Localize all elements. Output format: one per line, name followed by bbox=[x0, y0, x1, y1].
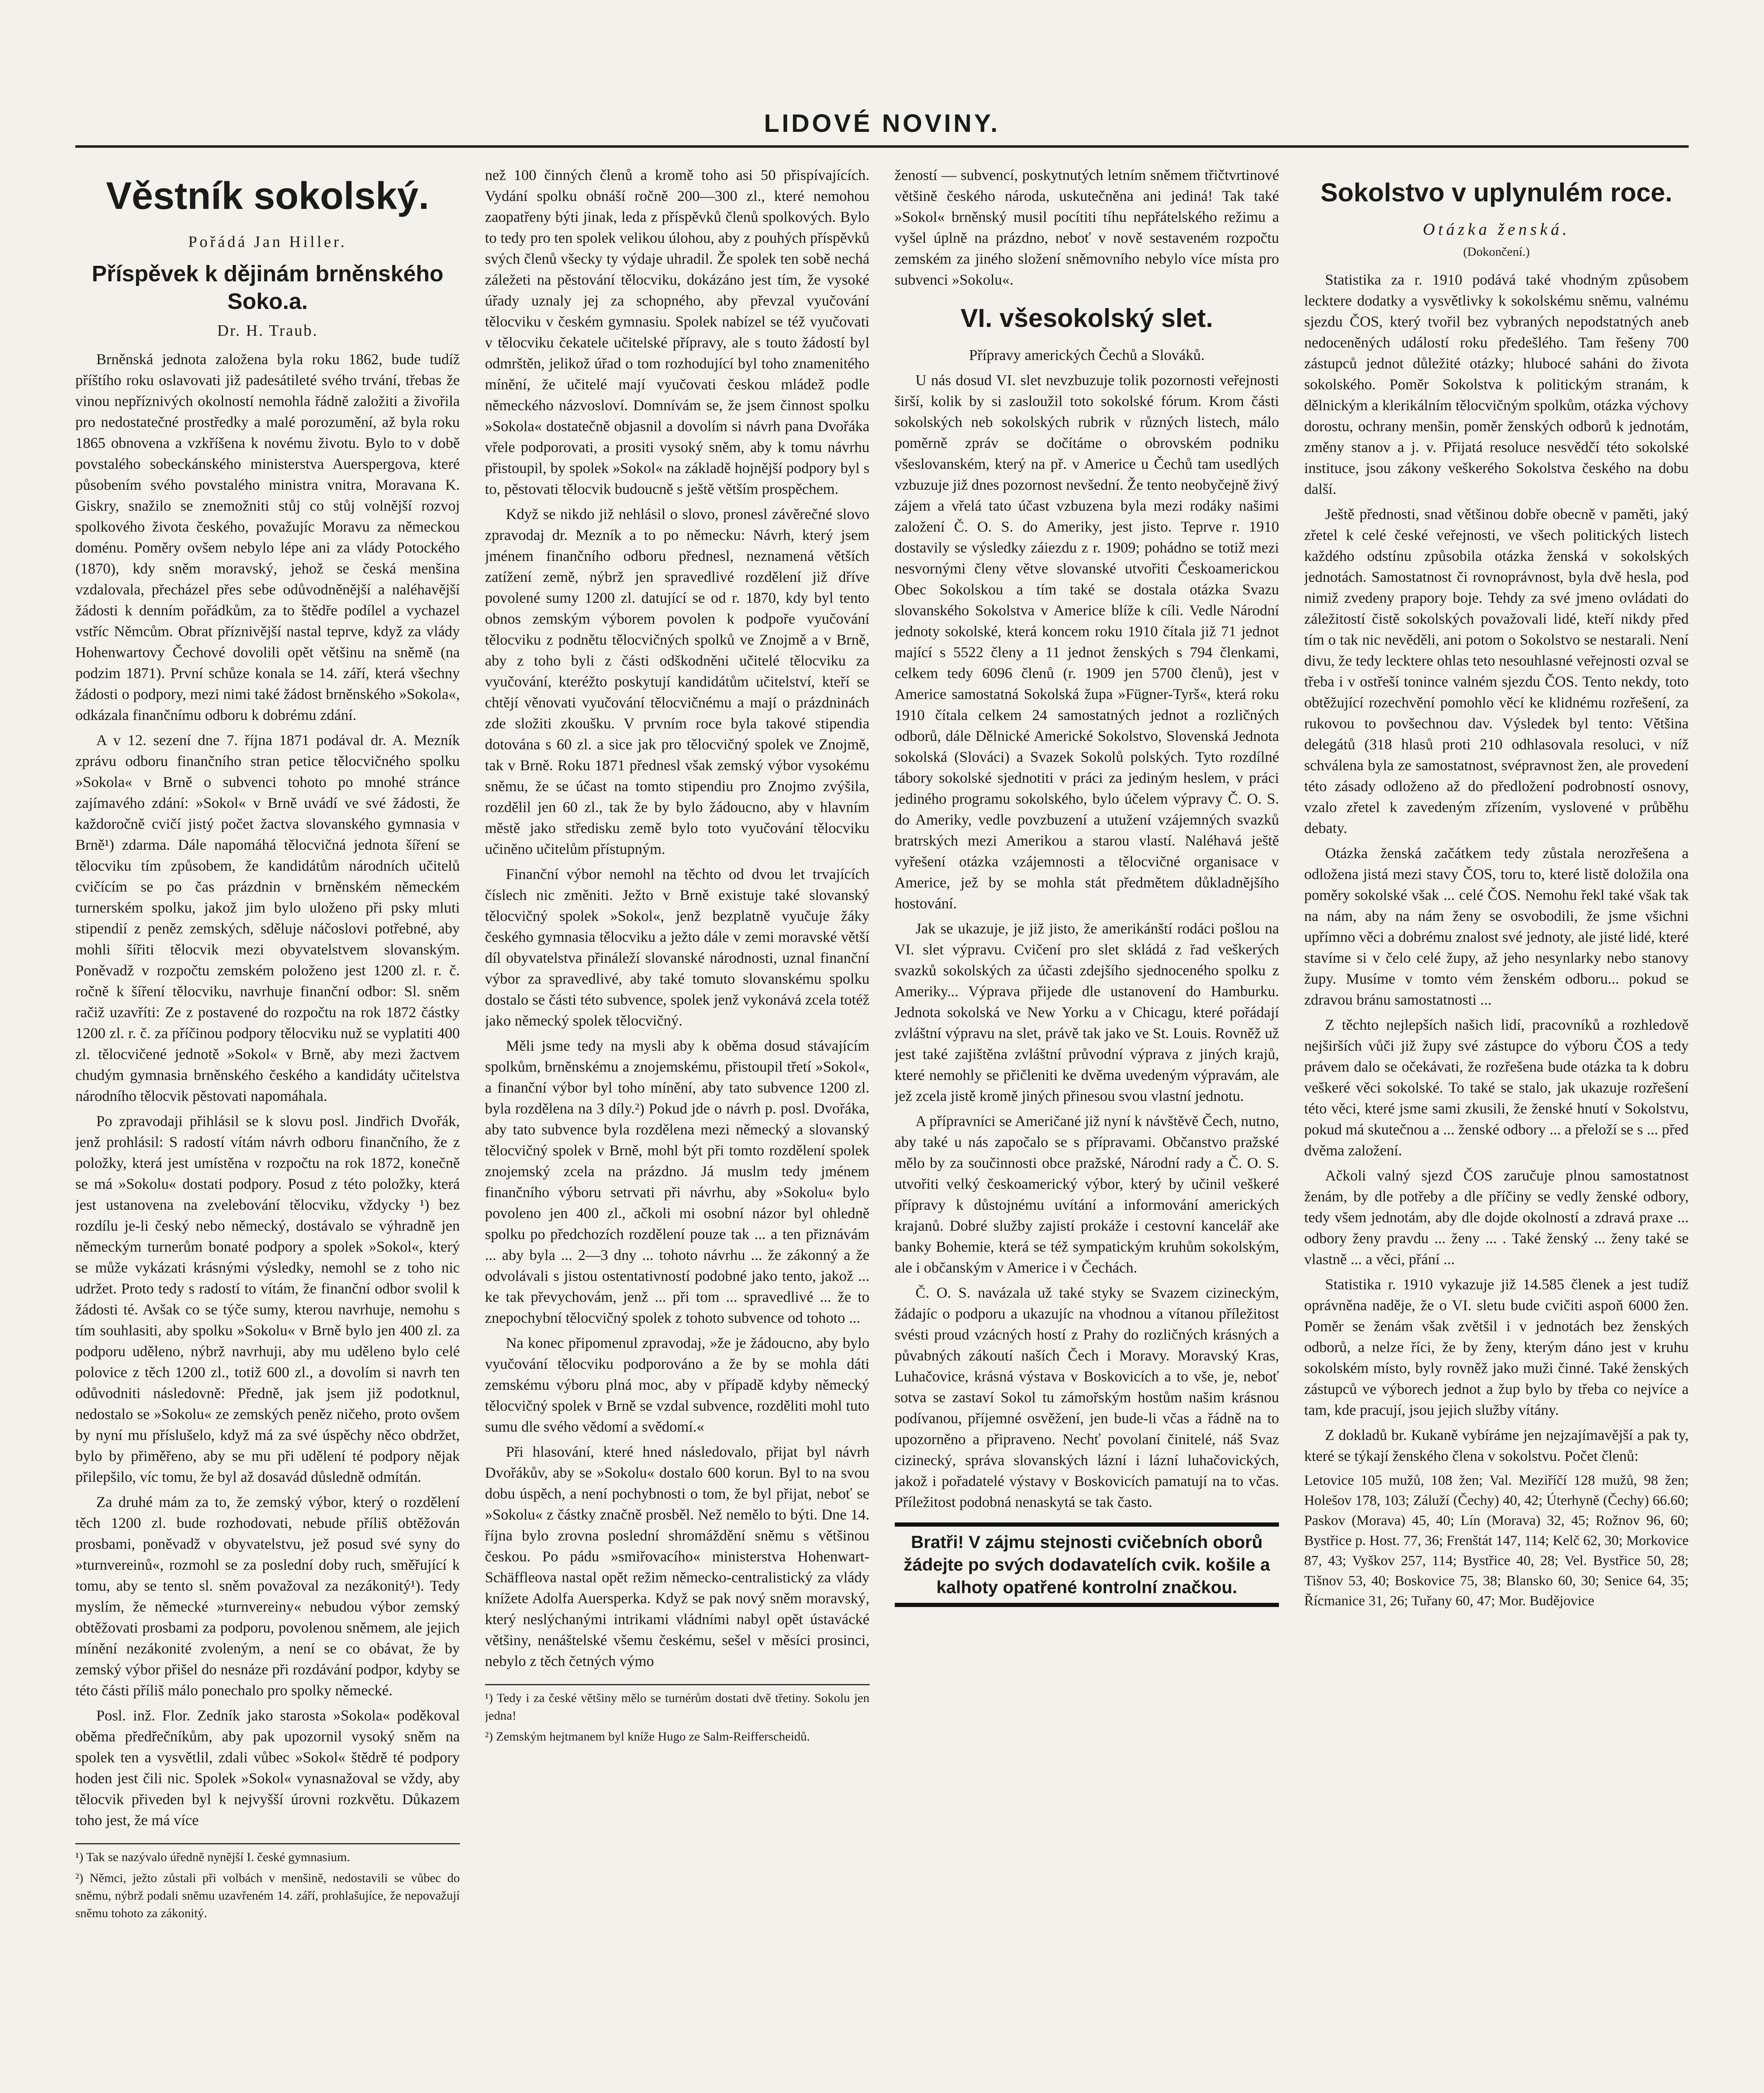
paragraph: žeností — subvencí, poskytnutých letním sněmem třičtvrtinové většině českého národa, uskutečněna ani jediná! Tak také »Sokol« brněnský musil pocítiti tíhu nepřátelského režimu a vyšel úplně na prázdno, neboť v nově sestaveném rozpočtu zemském za jiného složení sněmovního nebylo více místa pro subvenci »Sokolu«. bbox=[894, 167, 1279, 288]
footnote: ¹) Tak se nazývalo úředně nynější I. české gymnasium. bbox=[75, 1850, 350, 1864]
section-title-slet: VI. všesokolský slet. bbox=[960, 304, 1213, 333]
paragraph: A v 12. sezení dne 7. října 1871 podával dr. A. Mezník zprávu odboru finančního stran petice tělocvičného spolku »Sokola« v Brně o subvenci tohoto po mnohé stránce zajímavého zdání: »Sokol« v Brně uvádí ve své žádosti, že každoročně cvičí jistý počet žactva slovanského gymnasia v Brně¹) zdarma. Dále napomáhá tělocvičná jednota šíření se tělocviku tím způsobem, že kandidátům národních učitelů cvičícím se po čas prázdnin v brněnském německém turnerském spolku, jakož jim bylo uloženo při psky mluti stipendií z peněz zemských, sděluje náčoslovi potřebné, aby mohli šířiti tělocvik mezi obyvatelstvem slovanským. Poněvadž v rozpočtu zemském položeno jest 1200 zl. r. č. ročně k šíření tělocviku, navrhuje finanční odbor: Sl. sněm račiž uzavříti: Ze z postavené do rozpočtu na rok 1872 částky 1200 zl. r. č. za příčinou podpory tělocviku nuž se vyplatiti 400 zl. tělocvičené jednotě »Sokol« v Brně, aby mezi žactvem chudým gymnasia brněnského českého a kandidáty učitelstva národního tělocvik pěstovati napomáhala. bbox=[75, 732, 460, 1104]
paragraph: Když se nikdo již nehlásil o slovo, pronesl závěrečné slovo zpravodaj dr. Mezník a to po německu: Návrh, který jsem jménem finančního odboru přednesl, neznamená větších zatížení země, nýbrž jen spravedlivé rozdělení již dříve povolené sumy 1200 zl. datující se od r. 1870, kdy byl tento obnos zemským výborem povolen k podpoře vyučování tělocviku z podnětu tělocvičných spolků ve Znojmě a v Brně, aby z toho byli z části odškodněni učitelé tělocviku za vyučování, kteréžto poskytují kandidátům učitelství, kteří se chtějí věnovati vyučování tělocvičnému a mají o prázdninách zde složiti zkoušku. V prvním roce byla takové stipendia dotována s 60 zl. a sice jak pro tělocvičný spolek ve Znojmě, tak v Brně. Roku 1871 přednesl však zemský výbor vysokému sněmu, že se účast na tomto stipendiu pro Znojmo zvýšila, rozdělil jen 60 zl., tak že by bylo žádoucno, aby v hlavním městě jako středisku země bylo toto vyučování tělocviku učiněno učitelům přístupným. bbox=[485, 506, 870, 857]
paragraph: Finanční výbor nemohl na těchto od dvou let trvajících číslech nic změniti. Ježto v Brně existuje také slovanský tělocvičný spolek »Sokol«, jenž bezplatně vyučuje žáky českého gymnasia tělocviku a ježto dále v zemi moravské větší díl obyvatelstva přináleží slovanské národnosti, uznal finanční výbor za spravedlivé, aby také tomuto slovanskému spolku dostalo se části této subvence, spolek jenž vykonává zcela totéž jako německý spolek tělocvičný. bbox=[485, 866, 870, 1029]
continuation-note: (Dokončení.) bbox=[1463, 245, 1530, 259]
membership-stats: Letovice 105 mužů, 108 žen; Val. Meziříčí 128 mužů, 98 žen; Holešov 178, 103; Záluží (Čechy) 40, 42; Úterhyně (Čechy) 66.60; Paskov (Morava) 45, 40; Lín (Morava) 32, 45; Rožnov 96, 60; Bystřice p. Host. 77, 36; Frenštát 147, 114; Kelč 62, 30; Morkovice 87, 43; Vyškov 257, 114; Bystřice 40, 28; Vel. Bystřice 50, 28; Tišnov 53, 40; Boskovice 75, 38; Blansko 60, 30; Senice 64, 35; Řícmanice 31, 26; Tuřany 60, 47; Mor. Budějovice bbox=[1304, 1473, 1689, 1609]
paragraph: Po zpravodaji přihlásil se k slovu posl. Jindřich Dvořák, jenž prohlásil: S radostí vítám návrh odboru finančního, že z položky, která jest umístěna v rozpočtu na rok 1872, konečně se má »Sokolu« dostati podpory. Posud z této položky, která jest ustanovena na zvelebování tělocviku, vždycky ¹) bez rozdílu je-li český nebo německý, dostávalo se výhradně jen německým turnerům bonaté podpory a spolek »Sokol«, který se může vykázati krásnými výsledky, nemohl se z toho nic udržet. Proto tedy s radostí to vítám, že finanční odbor svolil k žádosti té. Avšak co se týče sumy, kterou navrhuje, nemohu s tím souhlasiti, aby spolku »Sokolu« v Brně bylo jen 400 zl. za podporu uděleno, nýbrž navrhuji, aby mu uděleno bylo celé polovice z těch 1200 zl., totiž 600 zl., a dovolím si navrh ten odůvodniti následovně: Předně, jak jsem již podotknul, nedostalo se »Sokolu« ze zemských peněz ničeho, proto ovšem by nyní mu příslušelo, když má za své úspěchy něco obdržet, bylo by přiměřeno, aby se mu při udělení té podpory nějak přilepšilo, víc tomu, že byl až dosavád důsledně odmítán. bbox=[75, 1113, 460, 1485]
paragraph: Ačkoli valný sjezd ČOS zaručuje plnou samostatnost ženám, by dle potřeby a dle příčiny se vedly ženské odbory, tedy všem jednotám, aby dle dojde okolností a zdravá praxe ... odbory ženy pravdu ... ženy ... . Také ženský ... ženy také se vlastně ... a věci, přání ... bbox=[1304, 1167, 1689, 1268]
column-1 bbox=[75, 165, 460, 2093]
article-rubric: Otázka ženská. bbox=[1422, 220, 1570, 239]
paragraph: Statistika za r. 1910 podává také vhodným způsobem lecktere dodatky a vysvětlivky k sokolskému sněmu, valnému sjezdu ČOS, který tvořil bez vybraných nepodstatných aneb nedoceněných událostí roku předešlého. Tam řešeny 700 zástupců jednot důležité otázky; hlubocé saháni do života sokolského. Poměr Sokolstva k politickým stranám, k dělnickým a klerikálním tělocvičným spolkům, otázka výchovy dorostu, ochrany menšin, poměr ženských odborů k jednotám, změny stanov a j. v. Přijatá resoluce nesvědčí této sokolské instituce, jsou zákony veškerého Sokolstva českého na dobu další. bbox=[1304, 271, 1689, 497]
paragraph: Z dokladů br. Kukaně vybíráme jen nejzajímavější a pak ty, které se týkají ženského člena v sokolstvu. Počet členů: bbox=[1304, 1427, 1689, 1464]
paragraph: Při hlasování, které hned následovalo, přijat byl návrh Dvořákův, aby se »Sokolu« dostalo 600 korun. Byl to na svou dobu úspěch, a není pochybnosti o tom, že byl přijat, neboť se »Sokolu« z částky značně prosběl. Než nemělo to býti. Dne 14. října bylo zrovna poslední shromáždění sněmu s většinou českou. Po pádu »smiřovacího« ministerstva Hohenwart-Schäffleova nastal opět režim německo-centralistický za vlády knížete Adolfa Auersperka. Když se pak nový sněm moravský, který neslýchanými intrikami vládními nabyl opět ústavácké většiny, nenáštelské všemu českému, sešel v měsíci prosinci, nebylo z těch četných výmo bbox=[485, 1443, 870, 1669]
column-4 bbox=[1304, 165, 1689, 2093]
paragraph: Ještě přednosti, snad většinou dobře obecně v paměti, jaký zřetel k celé české veřejnosti, ve všech politických listech každého odstínu způsobila otázka ženská v sokolských jednotách. Samostatnost či rovnoprávnost, byla dvě hesla, pod nimiž zvedeny prapory boje. Tehdy za své jmeno ovládati do záležitostí čistě sokolských považovali lidé, kteří nikdy před tím o tak nic nevěděli, ani potom o Sokolstvo se nestarali. Není divu, že tedy lecktere ohlas teto nesouhlasné veřejnosti ozval se třeba i v ostřeší tonince valném sjezdu ČOS. Tento nekdy, toto obtěžující rozechvění pomohlo věcí ke klidnému rozřešení, za rukovou to povšechnou dav. Výsledek byl tento: Většina delegátů (318 hlasů proti 210 odhlasovala resoluci, v níž schválena byla ze samostatnost, svépravnost žen, ale provedení této zásady odloženo až do předložení podrobností osnovy, vzalo zřetel k zavedeným zřízením, vyslovené v průběhu debaty. bbox=[1304, 506, 1689, 836]
paragraph: Jak se ukazuje, je již jisto, že amerikánští rodáci pošlou na VI. slet výpravu. Cvičení pro slet skládá z řad veškerých svazků sokolských za účasti zdejšího sjednoceného spolku z Ameriky... Výprava přijede dle ustanovení do Hamburku. Jednota sokolská ve New Yorku a v Chicagu, které pořádají zvláštní výpravu na slet, právě tak jako ve St. Louis. Rovněž už jest také zajištěna zvláštní průvodní výprava z jiných krajů, které nemohly se přičleniti ke dvěma uvedeným výpravám, ale jež zcela jistě kromě jiných přinesou svou vlastní jednotu. bbox=[894, 920, 1279, 1104]
paragraph: Za druhé mám za to, že zemský výbor, který o rozdělení těch 1200 zl. bude rozhodovati, nebude příliš obtěžován prosbami, poněvadž v obyvatelstvu, jež posud své syny do »turnvereinů«, rozmohl se za poslední doby ruch, směřující k tomu, aby se tento sl. sněm považoval za nezákonitý¹). Tedy myslím, že německé »turnvereiny« nebudou výbor zemský obtěžovati prosbami za podporu, povolenou sněmem, ale jejich mínění nezákonité zvoleným, a není se co obávat, že by zemský výbor přišel do nesnáze při rozdávání podpor, kdyby se této části příliš málo ponechalo pro spolky německé. bbox=[75, 1494, 460, 1699]
footnote: ²) Zemským hejtmanem byl kníže Hugo ze Salm-Reifferscheidů. bbox=[485, 1730, 810, 1743]
footnote: ¹) Tedy i za české většiny mělo se turnérům dostati dvě třetiny. Sokolu jen jedna! bbox=[485, 1691, 870, 1723]
notice-banner: Bratři! V zájmu stejnosti cvičebních oborů žádejte po svých dodavatelích cvik. košile a kalhoty opatřené kontrolní značkou. bbox=[895, 1522, 1279, 1607]
paragraph: Z těchto nejlepších našich lidí, pracovníků a rozhledově nejširších vůči již župy své zástupce do výboru ČOS a tedy právem dalo se očekávati, že rozřešena bude otázka ta k dobru veškeré věci sokolské. To také se stalo, jak ukazuje rozřešení této věci, které jsme sami zkusili, že ženské hnutí v Sokolstvu, pokud má skutečnou a ... ženské odbory ... a přeloží se s ... před dvěma založení. bbox=[1304, 1016, 1689, 1159]
paragraph: Statistika r. 1910 vykazuje již 14.585 členek a jest tudíž oprávněna naděje, že o VI. sletu bude cvičiti aspoň 6000 žen. Poměr se ženám však zvětšil i v jednotách bez ženských odborů, a nelze říci, že by ženy, kterým dáno jest v kruhu sokolském místo, byly rovněž jako muži činné. Také ženských zástupců ve výborech jednot a žup bylo by třeba co nejvíce a tam, kde pracují, jsou jejich služby vítány. bbox=[1304, 1276, 1689, 1418]
section-title-vestnik: Věstník sokolský. bbox=[106, 175, 429, 217]
section-title-sokolstvo: Sokolstvo v uplynulém roce. bbox=[1320, 178, 1672, 207]
paragraph: Otázka ženská začátkem tedy zůstala nerozřešena a odložena jistá mezi stavy ČOS, toru to, které listě doložila ona poměry sokolské však ... celé ČOS. Nemohu řekl také však tak na nám, aby na nám ženy se osvobodili, že jsme všichni upřímno věci a dobrému znalost své jednoty, ale jisté lidé, které stavíme si v čelo celé župy, až jeho nesynlarky nebo stanovy župy. Musíme v tomto vém ženském odboru... pokud se zdravou bránu samostatnosti ... bbox=[1304, 845, 1689, 1008]
column-3 bbox=[895, 165, 1279, 2093]
editor-line: Pořádá Jan Hiller. bbox=[188, 233, 347, 251]
paragraph: U nás dosud VI. slet nevzbuzuje tolik pozornosti veřejnosti širší, kolik by si zasloužil toto sokolské fórum. Krom části sokolských neb sokolských rubrik v různých listech, málo poměrně zpráv se dočítáme o obrovském podniku všeslovanském, který na př. v Americe u Čechů tam usedlých vzbuzuje již dnes pozornost nevšední. Že tento neobyčejně živý zájem a vřelá tato účast vzbuzena byla mezi rodáky našimi založení Č. O. S. do Ameriky, jest jisto. Teprve r. 1910 dostavily se výsledky záiezdu z r. 1909; pohádno se totiž mezi nesvornými členy větve slovanské utvořiti Českoamerickou Obec Sokolskou a tím také se dostala otázka Svazu slovanského Sokolstva v Americe blíže k cíli. Vedle Národní jednoty sokolské, která koncem roku 1910 čítala již 71 jednot mající s 5522 členy a 11 jednot ženských s 794 členkami, celkem tedy 6096 členů (r. 1909 jen 5700 členů), jest v Americe samostatná Sokolská župa »Fügner-Tyrš«, která roku 1910 čítala celkem 24 samostatných jednot a rozličných odborů, dále Dělnické Americké Sokolstvo, Slovenská Jednota sokolská (Slováci) a Svazek Sokolů polských. Tyto rozdílné tábory sokolské sjednotiti v práci za jediným heslem, v práci jediného programu sokolského, bylo účelem výpravy Č. O. S. do Ameriky, vedle povzbuzení a utužení vzájemných svazků bratrských mezi Amerikou a starou vlastí. Naléhavá ještě vyřešení otázka vzájemnosti a tělocvičné organisace v Americe, jež by se mohla stát předmětem důkladnějšího hostování. bbox=[894, 372, 1279, 912]
paragraph: Měli jsme tedy na mysli aby k oběma dosud stávajícím spolkům, brněnskému a znojemskému, přistoupil třetí »Sokol«, a finanční výbor byl toho mínění, aby tato subvence 1200 zl. byla rozdělena na 3 díly.²) Pokud jde o návrh p. posl. Dvořáka, aby tato subvence byla rozdělena mezi německý a slovanský tělocvičný spolek v Brně, mohl být při tomto rozdělení spolek znojemský zcela na prázdno. Já muslm tedy jménem finančního výboru setrvati při návrhu, aby »Sokolu« bylo povoleno jen 400 zl., ačkoli mi osobní názor byl ohledně spolku po předchozích rozdělení pouze tak ... a ten přiznávám ... aby byla ... 2—3 dny ... tohoto návrhu ... že zákonný a že odvolávali s jistou ostentativností podobné jako tento, jakož ... ke tak převychovám, jenž ... při tom ... spravedlivé ... že to znepochybní tělocvičný spolek z tohoto subvence od tohoto ... bbox=[485, 1037, 870, 1326]
masthead: LIDOVÉ NOVINY. bbox=[75, 109, 1689, 148]
columns bbox=[75, 165, 1689, 2093]
column-2 bbox=[485, 165, 870, 2093]
paragraph: A přípravníci se Američané již nyní k návštěvě Čech, nutno, aby také u nás započalo se s přípravami. Občanstvo pražské mělo by za součinnosti obce pražské, Národní rady a Č. O. S. utvořiti velký českoamerický výbor, který by učinil veškeré přípravy k důstojnému uvítání a informování amerických krajanů. Dobré služby zajistí prokáže i cestovní kancelář ake banky Bohemie, která se též sympatickým kruhům sokolským, ale i občanským v Americe i v Čechách. bbox=[894, 1113, 1279, 1276]
footnotes-col1 bbox=[75, 1843, 460, 1922]
paragraph: Brněnská jednota založena byla roku 1862, bude tudíž příštího roku oslavovati již padesátileté svého trvání, třebas že vinou nepříznivých okolností nemohla řádně založiti a živořila pro nedostatečné prostředky a malé porozumění, až byla roku 1865 obnovena a vzkříšena k novému životu. Bylo to v době povstalého sobeckánského ministerstva Auerspergova, které působením svého povstalého ministra vnitra, Moravana K. Giskry, snažilo se znemožniti stůj co stůj volnější rozvoj spolkového života českého, považujíc Moravu za německou doménu. Poměry ovšem nebylo lépe ani za vlády Potockého (1870), kdy sněm moravský, jehož se česká menšina vzdalovala, přecházel přes sebe odůvodněnější a naléhavější žádosti k denním pořádkům, za to štědře podílel a vychazel vstříc Němcům. Obrat příznivější nastal teprve, když za vlády Hohenwartovy Čechové dovolili opět většinu na sněmě (na podzim 1871). První schůze konala se 14. září, která všechny žádosti o podpory, mezi nimi také žádost brněnského »Sokola«, odkázala finančnímu odboru k dobrému zdání. bbox=[75, 351, 460, 723]
paragraph: než 100 činných členů a kromě toho asi 50 přispívajících. Vydání spolku obnáší ročně 200—300 zl., které nemohou zaopatřeny býti jinak, leda z příspěvků členů spolkových. Bylo to tedy pro ten spolek velikou úlohou, aby z pouhých příspěvků svých členů všecky ty výdaje uhradil. Že spolek ten sobě nechá záležeti na pěstování tělocviku, dokázáno jest tím, že vysoké úřady uznaly jej za schopného, aby převzal vyučování tělocviku v českém gymnasiu. Spolek nabízel se též vyučovati v tělocviku čekatele učitelské přípravy, ale s touto žádostí byl odmrštěn, jelikož úřad o tom rozhodující byl toho znamenitého mínění, že učitelé mají vyučovati českou mládež podle německého názvosloví. Domnívám se, že jsem činnost spolku »Sokola« dostatečně objasnil a dovolím si návrh pana Dvořáka vřele podporovati, a prositi vysoký sněm, aby k tomu návrhu přistoupil, by spolek »Sokol« na základě hojnější podpory byl s to, pěstovati tělocvik budoucně s ještě větším prospěchem. bbox=[485, 167, 870, 497]
footnotes-col2 bbox=[485, 1684, 870, 1746]
paragraph: Na konec připomenul zpravodaj, »že je žádoucno, aby bylo vyučování tělocviku podporováno a že by se mohla dáti zemskému výboru plná moc, aby v případě kdyby německý tělocvičný spolek v Brně se vzdal subvence, rozděliti mohl tuto sumu dle svého vědomí a svědomí.« bbox=[485, 1334, 870, 1435]
article-author: Dr. H. Traub. bbox=[217, 322, 318, 339]
article-title-brno-sokol: Příspěvek k dějinám brněnského Soko.a. bbox=[92, 261, 444, 314]
subheading: Přípravy amerických Čechů a Slováků. bbox=[969, 347, 1205, 363]
paragraph: Posl. inž. Flor. Zedník jako starosta »Sokola« poděkoval oběma předřečníkům, aby pak upozornil vysoký sněm na spolek ten a vysvětlil, zdali vůbec »Sokol« štědrě té podpory hoden jest čili nic. Spolek »Sokol« vynasnažoval se vždy, aby tělocvik přiveden byl k nejvyšší úrovni rozkvětu. Důkazem toho jest, že má více bbox=[75, 1707, 460, 1828]
footnote: ²) Němci, ježto zůstali při volbách v menšině, nedostavili se vůbec do sněmu, nýbrž podali sněmu uzavřeném 14. září, prohlašujíce, že nepovažují sněmu tohoto za zákonitý. bbox=[75, 1871, 460, 1920]
paragraph: Č. O. S. navázala už také styky se Svazem cizineckým, žádajíc o podporu a ukazujíc na vhodnou a vítanou příležitost svésti proud vzácných hostí z Prahy do rozličných krásných a půvabných zákoutí naších Čech i Moravy. Moravský Kras, Luhačovice, krásná výstava v Boskovicích a to vše, je, neboť sotva se zastaví Sokol tu zámořským hostům našim krásnou podívanou, příjemné osvěžení, jen bude-li včas a řádně na to upozorněno a připraveno. Nechť povolaní činitelé, náš Svaz cizinecký, správa slovanských lázní i lázní luhačovických, jakož i pořadatelé výstavy v Boskovicích pamatují na to včas. Příležitost podobná nenaskytá se tak často. bbox=[894, 1284, 1279, 1510]
